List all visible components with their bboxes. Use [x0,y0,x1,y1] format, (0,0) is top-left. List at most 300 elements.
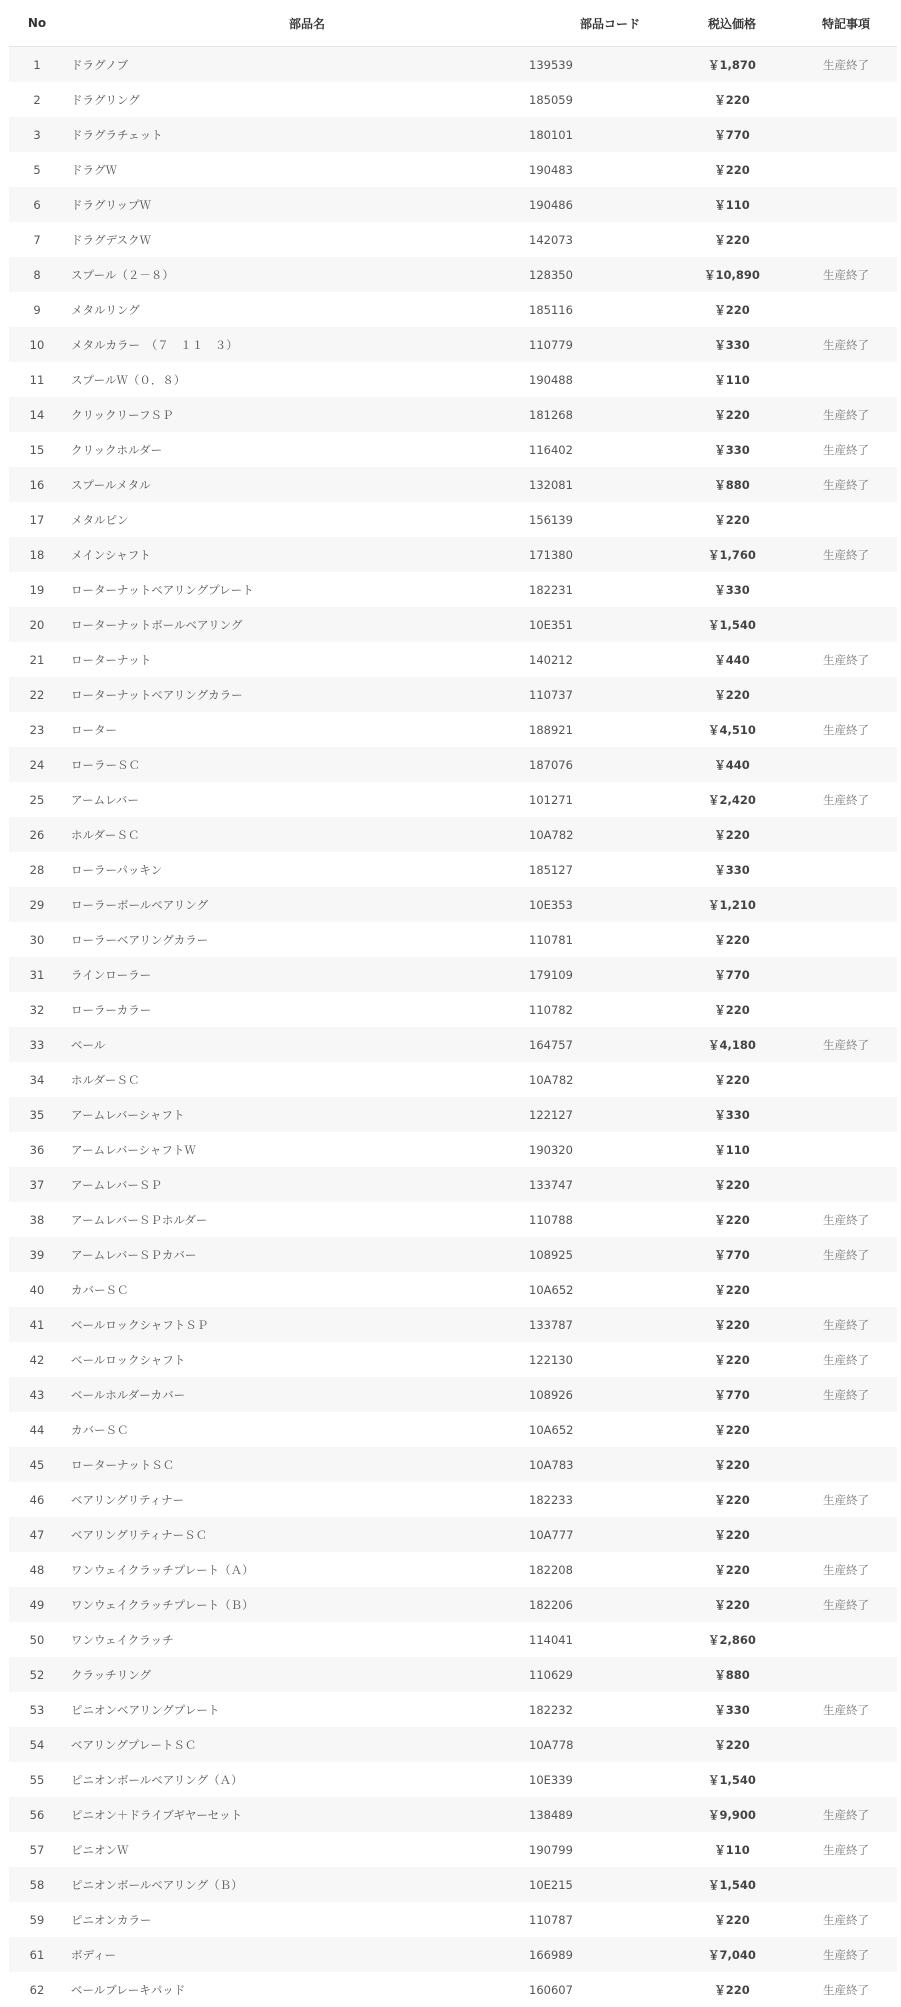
row-note: 生産終了 [823,1037,869,1052]
row-part-code: 190488 [529,372,573,387]
row-price: ￥220 [714,1352,750,1367]
table-row [9,1867,897,1902]
table-row [9,782,897,817]
row-no: 56 [29,1807,45,1822]
row-note: 生産終了 [823,57,869,72]
row-price: ￥220 [714,162,750,177]
row-price: ￥330 [714,337,750,352]
row-price: ￥330 [714,442,750,457]
row-part-code: 122127 [529,1107,573,1122]
row-no: 62 [29,1982,45,1997]
table-row [9,187,897,222]
table-row [9,817,897,852]
row-part-code: 190483 [529,162,573,177]
row-note: 生産終了 [823,792,869,807]
header-part-code: 部品コード [579,16,640,31]
row-price: ￥880 [714,1667,750,1682]
table-row [9,1412,897,1447]
row-part-name: スプールメタル [71,477,151,492]
table-row [9,712,897,747]
row-no: 11 [29,372,45,387]
row-price: ￥220 [714,1072,750,1087]
row-no: 20 [29,617,45,632]
table-row [9,432,897,467]
table-row [9,992,897,1027]
table-row [9,572,897,607]
row-price: ￥220 [714,1912,750,1927]
row-note: 生産終了 [823,1317,869,1332]
row-part-code: 185059 [529,92,573,107]
row-no: 58 [29,1877,45,1892]
row-part-code: 138489 [529,1807,573,1822]
row-no: 23 [29,722,45,737]
row-part-name: ベールロックシャフト [71,1352,186,1367]
row-part-name: カバーＳＣ [71,1422,129,1437]
row-no: 29 [29,897,45,912]
row-no: 41 [29,1317,45,1332]
row-part-code: 110781 [529,932,573,947]
header-price: 税込価格 [707,16,756,31]
row-price: ￥9,900 [708,1807,756,1822]
row-price: ￥330 [714,1702,750,1717]
row-price: ￥220 [714,1527,750,1542]
row-part-code: 185116 [529,302,573,317]
row-part-name: ドラグリップＷ [71,197,152,212]
row-note [795,502,897,537]
row-price: ￥770 [714,127,750,142]
row-no: 44 [29,1422,45,1437]
row-price: ￥1,760 [708,547,756,562]
row-note [795,572,897,607]
table-row [9,922,897,957]
row-part-name: ピニオンベアリングプレート [71,1702,220,1717]
row-part-name: ピニオンボールベアリング（Ａ） [71,1772,243,1787]
row-part-name: メインシャフト [71,547,151,562]
row-note [795,222,897,257]
row-note: 生産終了 [823,1912,869,1927]
row-note [795,292,897,327]
row-part-code: 10A777 [529,1527,574,1542]
row-price: ￥10,890 [704,267,760,282]
row-price: ￥220 [714,1282,750,1297]
row-part-code: 188921 [529,722,573,737]
row-part-name: アームレバーＳＰ [71,1177,162,1192]
row-price: ￥880 [714,477,750,492]
row-part-name: ローターナットボールベアリング [71,617,243,632]
table-row [9,642,897,677]
row-part-code: 142073 [529,232,573,247]
row-part-name: ドラグデスクＷ [71,232,152,247]
row-part-name: ドラグＷ [71,162,117,177]
table-row [9,887,897,922]
row-part-name: アームレバー [71,792,139,807]
row-no: 33 [29,1037,45,1052]
row-no: 30 [29,932,45,947]
row-part-code: 190799 [529,1842,573,1857]
row-part-name: アームレバーシャフト [71,1107,185,1122]
row-no: 61 [29,1947,45,1962]
row-part-code: 185127 [529,862,573,877]
row-part-name: ローターナット [71,652,152,667]
row-part-code: 182231 [529,582,573,597]
row-price: ￥1,540 [708,617,756,632]
row-no: 22 [29,687,45,702]
row-note [795,677,897,712]
row-note: 生産終了 [823,1352,869,1367]
row-note [795,1622,897,1657]
row-note [795,1412,897,1447]
row-no: 43 [29,1387,45,1402]
row-part-name: ワンウェイクラッチプレート（Ａ） [71,1562,254,1577]
row-price: ￥220 [714,1737,750,1752]
row-part-name: ベアリングプレートＳＣ [71,1737,197,1752]
row-note: 生産終了 [823,337,869,352]
row-price: ￥220 [714,1597,750,1612]
row-price: ￥220 [714,1562,750,1577]
row-part-name: ベールブレーキパッド [71,1982,186,1997]
row-price: ￥220 [714,1212,750,1227]
row-part-code: 10A783 [529,1457,574,1472]
row-no: 31 [29,967,45,982]
row-no: 28 [29,862,45,877]
row-price: ￥220 [714,92,750,107]
row-note: 生産終了 [823,1247,869,1262]
row-price: ￥220 [714,687,750,702]
row-part-name: ローターナットベアリングカラー [71,687,243,702]
row-price: ￥220 [714,1317,750,1332]
row-part-name: クリックホルダー [71,442,163,457]
row-part-code: 182208 [529,1562,573,1577]
row-part-name: ローラーベアリングカラー [71,932,209,947]
row-part-name: アームレバーシャフトＷ [71,1142,196,1157]
row-part-code: 166989 [529,1947,573,1962]
row-part-code: 187076 [529,757,573,772]
table-row [9,1587,897,1622]
header-note: 特記事項 [821,16,870,31]
table-row [9,502,897,537]
row-price: ￥110 [714,1842,750,1857]
row-no: 9 [33,302,41,317]
row-note [795,82,897,117]
row-note [795,817,897,852]
table-row [9,1272,897,1307]
row-note [795,957,897,992]
row-part-code: 181268 [529,407,573,422]
row-part-name: ローターナットＳＣ [71,1457,175,1472]
table-row [9,1937,897,1972]
table-row [9,852,897,887]
row-note: 生産終了 [823,407,869,422]
row-price: ￥220 [714,1002,750,1017]
row-no: 52 [29,1667,45,1682]
row-price: ￥220 [714,1177,750,1192]
table-row [9,537,897,572]
row-price: ￥220 [714,1457,750,1472]
row-part-code: 10A782 [529,827,574,842]
table-row [9,1657,897,1692]
table-row [9,397,897,432]
row-note [795,1727,897,1762]
table-row [9,1972,897,2007]
row-part-code: 179109 [529,967,573,982]
row-part-name: ベールホルダーカバー [71,1387,186,1402]
row-part-code: 110629 [529,1667,573,1682]
row-price: ￥770 [714,1247,750,1262]
table-row [9,1727,897,1762]
table-row [9,1692,897,1727]
row-price: ￥770 [714,967,750,982]
table-row [9,1027,897,1062]
row-note [795,607,897,642]
row-price: ￥110 [714,197,750,212]
row-part-code: 10A652 [529,1282,574,1297]
row-note: 生産終了 [823,1947,869,1962]
row-note: 生産終了 [823,1492,869,1507]
row-part-code: 110787 [529,1912,573,1927]
row-part-name: ワンウェイクラッチプレート（Ｂ） [71,1597,254,1612]
table-row [9,257,897,292]
row-part-name: ベアリングリティナーＳＣ [71,1527,208,1542]
row-part-name: ドラグリング [71,92,140,107]
row-no: 21 [29,652,45,667]
row-no: 19 [29,582,45,597]
table-row [9,222,897,257]
row-part-code: 182232 [529,1702,573,1717]
row-price: ￥220 [714,827,750,842]
row-part-name: ベールロックシャフトＳＰ [71,1317,209,1332]
row-part-code: 122130 [529,1352,573,1367]
table-row [9,327,897,362]
row-no: 50 [29,1632,45,1647]
row-price: ￥7,040 [708,1947,756,1962]
table-row [9,1237,897,1272]
header-no: No [27,16,47,30]
row-part-name: ドラグラチェット [71,127,163,142]
row-no: 18 [29,547,45,562]
row-part-code: 110779 [529,337,573,352]
row-note [795,1272,897,1307]
table-row [9,1307,897,1342]
row-price: ￥4,180 [708,1037,756,1052]
row-part-name: ドラグノブ [71,57,129,72]
row-note: 生産終了 [823,1212,869,1227]
table-row [9,607,897,642]
parts-table [9,0,897,2007]
table-row [9,1167,897,1202]
table-row [9,1797,897,1832]
row-no: 8 [33,267,41,282]
row-no: 24 [29,757,45,772]
table-row [9,1552,897,1587]
row-part-code: 190320 [529,1142,573,1157]
row-note [795,1867,897,1902]
row-price: ￥220 [714,232,750,247]
table-row [9,1062,897,1097]
row-part-name: ホルダーＳＣ [71,1072,140,1087]
table-row [9,747,897,782]
row-no: 32 [29,1002,45,1017]
row-part-name: メタルピン [71,512,129,527]
row-no: 46 [29,1492,45,1507]
table-row [9,1447,897,1482]
row-part-code: 133787 [529,1317,573,1332]
row-part-code: 101271 [529,792,573,807]
row-part-code: 108925 [529,1247,573,1262]
row-part-name: ピニオンボールベアリング（Ｂ） [71,1877,243,1892]
row-part-code: 182206 [529,1597,573,1612]
row-no: 49 [29,1597,45,1612]
row-part-name: スプール（２－８） [71,267,174,282]
row-part-code: 132081 [529,477,573,492]
row-price: ￥1,540 [708,1877,756,1892]
table-row [9,1622,897,1657]
row-no: 16 [29,477,45,492]
row-part-name: ワンウェイクラッチ [71,1632,174,1647]
table-row [9,1832,897,1867]
row-note [795,117,897,152]
table-row [9,1132,897,1167]
row-note [795,1517,897,1552]
row-price: ￥1,540 [708,1772,756,1787]
row-part-name: ボディー [71,1947,117,1962]
row-price: ￥330 [714,1107,750,1122]
row-part-name: ローターナットベアリングプレート [71,582,254,597]
row-no: 42 [29,1352,45,1367]
row-part-code: 114041 [529,1632,573,1647]
row-price: ￥1,870 [708,57,756,72]
row-part-name: スプールＷ（０．８） [71,372,186,387]
row-part-code: 180101 [529,127,573,142]
row-no: 38 [29,1212,45,1227]
row-price: ￥770 [714,1387,750,1402]
row-no: 15 [29,442,45,457]
row-no: 34 [29,1072,45,1087]
row-note [795,1167,897,1202]
row-price: ￥1,210 [708,897,756,912]
row-price: ￥330 [714,582,750,597]
row-note [795,362,897,397]
row-part-name: カバーＳＣ [71,1282,129,1297]
row-note: 生産終了 [823,547,869,562]
row-note: 生産終了 [823,722,869,737]
row-part-name: クラッチリング [71,1667,152,1682]
row-part-name: ピニオン＋ドライブギヤーセット [71,1807,243,1822]
row-price: ￥220 [714,302,750,317]
row-no: 6 [33,197,41,212]
row-part-code: 10A782 [529,1072,574,1087]
row-no: 3 [33,127,41,142]
table-row [9,1762,897,1797]
row-no: 14 [29,407,45,422]
row-note: 生産終了 [823,477,869,492]
row-no: 57 [29,1842,45,1857]
table-row [9,1202,897,1237]
row-note: 生産終了 [823,442,869,457]
row-no: 17 [29,512,45,527]
row-part-name: ベアリングリティナー [71,1492,185,1507]
row-note [795,1762,897,1797]
row-part-name: クリックリーフＳＰ [71,407,174,422]
row-part-code: 110782 [529,1002,573,1017]
row-note [795,1062,897,1097]
row-note [795,852,897,887]
table-row [9,467,897,502]
row-price: ￥220 [714,512,750,527]
table-row [9,1377,897,1412]
row-no: 36 [29,1142,45,1157]
row-part-code: 171380 [529,547,573,562]
table-row [9,1097,897,1132]
row-no: 55 [29,1772,45,1787]
row-part-name: ローター [71,722,117,737]
table-row [9,117,897,152]
row-part-code: 190486 [529,197,573,212]
row-price: ￥2,860 [708,1632,756,1647]
row-no: 59 [29,1912,45,1927]
row-price: ￥110 [714,1142,750,1157]
row-part-name: ベール [71,1037,106,1052]
row-part-code: 116402 [529,442,573,457]
table-row [9,677,897,712]
table-header [9,0,897,47]
row-note [795,152,897,187]
row-part-name: ローラーボールベアリング [71,897,209,912]
row-no: 25 [29,792,45,807]
table-row [9,292,897,327]
row-note [795,747,897,782]
header-part-name: 部品名 [288,16,325,31]
row-price: ￥440 [714,757,750,772]
row-part-name: ホルダーＳＣ [71,827,140,842]
row-no: 45 [29,1457,45,1472]
table-row [9,957,897,992]
row-part-name: ラインローラー [71,967,152,982]
row-part-code: 164757 [529,1037,573,1052]
row-note: 生産終了 [823,1597,869,1612]
row-part-code: 133747 [529,1177,573,1192]
row-note: 生産終了 [823,1562,869,1577]
row-price: ￥2,420 [708,792,756,807]
row-part-code: 110788 [529,1212,573,1227]
row-note [795,1657,897,1692]
row-note [795,887,897,922]
row-part-code: 140212 [529,652,573,667]
row-part-code: 160607 [529,1982,573,1997]
row-note [795,992,897,1027]
row-part-code: 139539 [529,57,573,72]
row-part-name: ローラーパッキン [71,862,163,877]
row-part-name: ピニオンＷ [71,1842,129,1857]
row-part-name: メタルリング [71,302,140,317]
row-no: 37 [29,1177,45,1192]
row-note: 生産終了 [823,1982,869,1997]
table-row [9,362,897,397]
row-part-code: 10E215 [529,1877,573,1892]
row-price: ￥440 [714,652,750,667]
row-part-code: 182233 [529,1492,573,1507]
row-part-code: 10E353 [529,897,573,912]
row-note: 生産終了 [823,1807,869,1822]
row-price: ￥220 [714,1982,750,1997]
row-no: 26 [29,827,45,842]
row-price: ￥4,510 [708,722,756,737]
row-part-name: ローラーカラー [71,1002,152,1017]
row-part-code: 10A652 [529,1422,574,1437]
row-no: 5 [33,162,41,177]
table-row [9,1902,897,1937]
row-part-code: 10A778 [529,1737,574,1752]
row-part-code: 156139 [529,512,573,527]
